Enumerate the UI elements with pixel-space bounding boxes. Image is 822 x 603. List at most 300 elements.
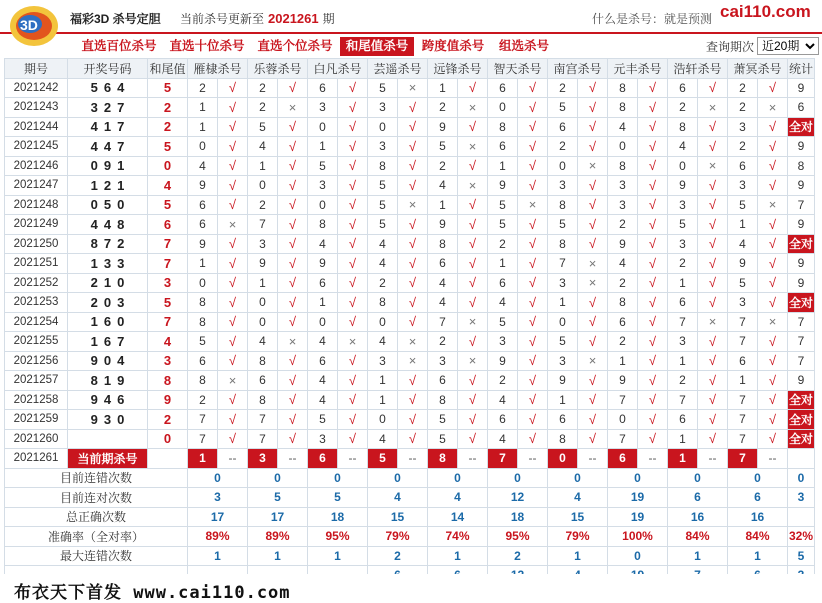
update-suffix: 期 (322, 12, 335, 26)
cross-mark-icon: × (458, 176, 488, 196)
kill-value-cell: 2 (428, 332, 458, 352)
check-mark-icon: √ (578, 429, 608, 449)
stats-value: 0 (608, 546, 668, 566)
check-mark-icon: √ (698, 429, 728, 449)
kill-value-cell: 7 (248, 215, 278, 235)
nav-item-tens[interactable]: 直选十位杀号 (169, 39, 245, 53)
sum-tail-cell: 2 (148, 410, 188, 430)
table-row (5, 195, 815, 215)
nav-item-span[interactable]: 跨度值杀号 (421, 39, 485, 53)
check-mark-icon: √ (758, 137, 788, 157)
kill-value-cell: 5 (488, 195, 518, 215)
kill-value-cell: 3 (548, 176, 578, 196)
stats-value: 4 (368, 488, 428, 508)
tally-cell: 全对 (788, 234, 815, 254)
footer-text: 布衣天下首发 www.cai110.com (14, 583, 291, 603)
kill-value-cell: 2 (428, 98, 458, 118)
check-mark-icon: √ (218, 390, 248, 410)
check-mark-icon: √ (518, 215, 548, 235)
kill-value-cell: 0 (248, 293, 278, 313)
kill-value-cell: 6 (428, 371, 458, 391)
cross-mark-icon: × (758, 312, 788, 332)
sum-tail-cell: 5 (148, 195, 188, 215)
period-cell: 2021249 (5, 215, 68, 235)
check-mark-icon: √ (758, 176, 788, 196)
stats-value: 1 (548, 546, 608, 566)
kill-value-cell: 9 (428, 215, 458, 235)
sum-tail-cell: 3 (148, 273, 188, 293)
sum-tail-cell: 3 (148, 351, 188, 371)
kill-value-cell: 5 (368, 78, 398, 98)
kill-value-cell: 9 (608, 234, 638, 254)
check-mark-icon: √ (338, 371, 368, 391)
check-mark-icon: √ (578, 293, 608, 313)
kill-value-cell: 8 (428, 234, 458, 254)
table-row (5, 390, 815, 410)
check-mark-icon: √ (458, 273, 488, 293)
column-header: 乐蓉杀号 (248, 59, 308, 79)
kill-value-cell: 7 (668, 390, 698, 410)
kill-value-cell: 3 (668, 195, 698, 215)
kill-value-cell: 4 (308, 390, 338, 410)
period-cell: 2021247 (5, 176, 68, 196)
stats-total (788, 507, 815, 527)
tally-cell: 9 (788, 78, 815, 98)
check-mark-icon: √ (578, 98, 608, 118)
tally-cell: 7 (788, 351, 815, 371)
current-kill-value: 6 (308, 449, 338, 469)
check-mark-icon: √ (638, 312, 668, 332)
check-mark-icon: √ (758, 234, 788, 254)
nav-item-sum-tail[interactable]: 和尾值杀号 (340, 37, 414, 56)
stats-total: 32% (788, 527, 815, 547)
table-row (5, 332, 815, 352)
current-period-row (5, 449, 815, 469)
stats-label: 准确率（全对率） (5, 527, 188, 547)
stats-value: 1 (248, 546, 308, 566)
check-mark-icon: √ (338, 176, 368, 196)
check-mark-icon: √ (518, 371, 548, 391)
check-mark-icon: √ (518, 117, 548, 137)
kill-value-cell: 1 (728, 371, 758, 391)
stats-value: 17 (248, 507, 308, 527)
check-mark-icon: √ (398, 215, 428, 235)
kill-value-cell: 9 (548, 371, 578, 391)
check-mark-icon: √ (218, 78, 248, 98)
check-mark-icon: √ (698, 176, 728, 196)
cross-mark-icon: × (278, 332, 308, 352)
kill-value-cell: 4 (248, 332, 278, 352)
check-mark-icon: √ (518, 176, 548, 196)
sum-tail-cell: 4 (148, 332, 188, 352)
kill-value-cell: 4 (308, 371, 338, 391)
kill-value-cell: 9 (728, 254, 758, 274)
check-mark-icon: √ (218, 176, 248, 196)
kill-value-cell: 2 (188, 78, 218, 98)
kill-value-cell: 4 (488, 429, 518, 449)
draw-number-cell: 050 (68, 195, 148, 215)
check-mark-icon: √ (698, 371, 728, 391)
site-logo[interactable]: cai110.com (720, 2, 811, 21)
kill-value-cell: 2 (668, 98, 698, 118)
check-mark-icon: √ (278, 410, 308, 430)
check-mark-icon: √ (338, 390, 368, 410)
nav-item-group[interactable]: 组选杀号 (498, 39, 549, 53)
kill-value-cell: 0 (248, 312, 278, 332)
stats-value: 74% (428, 527, 488, 547)
kill-value-cell: 2 (488, 371, 518, 391)
draw-number-cell: 203 (68, 293, 148, 313)
kill-value-cell: 7 (548, 254, 578, 274)
cross-mark-icon: × (398, 332, 428, 352)
check-mark-icon: √ (698, 293, 728, 313)
query-label: 查询期次 (706, 40, 755, 54)
kill-value-cell: 6 (728, 351, 758, 371)
check-mark-icon: √ (638, 371, 668, 391)
check-mark-icon: √ (338, 215, 368, 235)
check-mark-icon: √ (638, 273, 668, 293)
period-cell: 2021243 (5, 98, 68, 118)
check-mark-icon: √ (638, 254, 668, 274)
sum-tail-cell: 2 (148, 98, 188, 118)
kill-value-cell: 5 (548, 98, 578, 118)
period-cell: 2021242 (5, 78, 68, 98)
check-mark-icon: √ (278, 429, 308, 449)
kill-value-cell: 4 (368, 332, 398, 352)
check-mark-icon: √ (458, 293, 488, 313)
check-mark-icon: √ (278, 371, 308, 391)
table-row (5, 254, 815, 274)
kill-value-cell: 6 (188, 215, 218, 235)
sum-tail-cell: 4 (148, 176, 188, 196)
draw-number-cell: 160 (68, 312, 148, 332)
current-kill-value: 7 (728, 449, 758, 469)
kill-value-cell: 1 (368, 390, 398, 410)
check-mark-icon: √ (458, 215, 488, 235)
sum-tail-cell: 7 (148, 254, 188, 274)
check-mark-icon: √ (698, 78, 728, 98)
stats-value: 6 (728, 488, 788, 508)
stats-value: 95% (308, 527, 368, 547)
kill-value-cell: 2 (548, 137, 578, 157)
check-mark-icon: √ (578, 410, 608, 430)
kill-value-cell: 4 (428, 293, 458, 313)
cross-mark-icon: × (458, 137, 488, 157)
check-mark-icon: √ (458, 254, 488, 274)
check-mark-icon: √ (278, 117, 308, 137)
current-dash-cell: -- (338, 449, 368, 469)
cross-mark-icon: × (398, 78, 428, 98)
column-header: 和尾值 (148, 59, 188, 79)
kill-value-cell: 0 (308, 312, 338, 332)
stats-value: 4 (428, 488, 488, 508)
check-mark-icon: √ (338, 195, 368, 215)
table-row (5, 137, 815, 157)
stats-label: 目前连对次数 (5, 488, 188, 508)
period-cell: 2021254 (5, 312, 68, 332)
draw-number-cell: 417 (68, 117, 148, 137)
check-mark-icon: √ (578, 137, 608, 157)
nav-item-units[interactable]: 直选个位杀号 (257, 39, 333, 53)
check-mark-icon: √ (758, 117, 788, 137)
check-mark-icon: √ (398, 293, 428, 313)
top-header (0, 0, 822, 34)
stats-row (5, 468, 815, 488)
kill-number-table (4, 58, 815, 586)
kill-value-cell: 2 (668, 254, 698, 274)
draw-number-cell (68, 429, 148, 449)
check-mark-icon: √ (518, 273, 548, 293)
kill-value-cell: 6 (248, 371, 278, 391)
kill-value-cell: 2 (548, 78, 578, 98)
stats-total: 5 (788, 546, 815, 566)
current-dash-cell: -- (758, 449, 788, 469)
stats-value: 0 (248, 468, 308, 488)
check-mark-icon: √ (518, 390, 548, 410)
check-mark-icon: √ (218, 195, 248, 215)
kill-value-cell: 4 (608, 117, 638, 137)
check-mark-icon: √ (398, 176, 428, 196)
kill-value-cell: 3 (488, 332, 518, 352)
kill-value-cell: 8 (488, 117, 518, 137)
period-cell: 2021257 (5, 371, 68, 391)
current-kill-value: 8 (428, 449, 458, 469)
tally-cell: 9 (788, 254, 815, 274)
check-mark-icon: √ (578, 195, 608, 215)
kill-value-cell: 6 (428, 254, 458, 274)
stats-value: 1 (428, 546, 488, 566)
cross-mark-icon: × (218, 371, 248, 391)
kill-value-cell: 2 (668, 371, 698, 391)
draw-number-cell: 872 (68, 234, 148, 254)
check-mark-icon: √ (698, 137, 728, 157)
cross-mark-icon: × (338, 332, 368, 352)
kill-value-cell: 3 (728, 117, 758, 137)
check-mark-icon: √ (218, 312, 248, 332)
kill-value-cell: 7 (728, 332, 758, 352)
kill-value-cell: 0 (548, 312, 578, 332)
column-header: 白凡杀号 (308, 59, 368, 79)
kill-value-cell: 6 (488, 273, 518, 293)
kill-value-cell: 0 (668, 156, 698, 176)
check-mark-icon: √ (578, 371, 608, 391)
check-mark-icon: √ (518, 254, 548, 274)
check-mark-icon: √ (698, 195, 728, 215)
svg-text:3D: 3D (20, 17, 38, 33)
kill-value-cell: 3 (668, 332, 698, 352)
kill-value-cell: 8 (428, 390, 458, 410)
stats-value: 84% (728, 527, 788, 547)
tally-cell: 6 (788, 98, 815, 118)
period-select[interactable] (757, 37, 819, 55)
column-header: 萧冥杀号 (728, 59, 788, 79)
stats-row (5, 488, 815, 508)
tally-cell: 8 (788, 156, 815, 176)
kill-value-cell: 8 (608, 98, 638, 118)
check-mark-icon: √ (638, 234, 668, 254)
kill-value-cell: 8 (248, 351, 278, 371)
kill-value-cell: 8 (608, 156, 638, 176)
check-mark-icon: √ (698, 390, 728, 410)
period-cell: 2021256 (5, 351, 68, 371)
table-row (5, 293, 815, 313)
kill-value-cell: 7 (608, 429, 638, 449)
stats-value: 17 (188, 507, 248, 527)
check-mark-icon: √ (518, 293, 548, 313)
check-mark-icon: √ (398, 254, 428, 274)
kill-value-cell: 5 (548, 332, 578, 352)
nav-item-hundreds[interactable]: 直选百位杀号 (81, 39, 157, 53)
draw-number-cell: 819 (68, 371, 148, 391)
empty-cell (148, 449, 188, 469)
period-cell: 2021246 (5, 156, 68, 176)
check-mark-icon: √ (638, 429, 668, 449)
cross-mark-icon: × (758, 98, 788, 118)
tally-cell: 9 (788, 371, 815, 391)
check-mark-icon: √ (278, 195, 308, 215)
kill-value-cell: 0 (248, 176, 278, 196)
update-info (180, 10, 335, 27)
draw-number-cell: 564 (68, 78, 148, 98)
kill-value-cell: 5 (428, 137, 458, 157)
check-mark-icon: √ (278, 293, 308, 313)
kill-value-cell: 2 (728, 137, 758, 157)
kill-value-cell: 8 (608, 78, 638, 98)
stats-value: 1 (188, 546, 248, 566)
check-mark-icon: √ (638, 390, 668, 410)
kill-value-cell: 3 (608, 176, 638, 196)
kill-value-cell: 8 (548, 195, 578, 215)
kill-value-cell: 6 (548, 410, 578, 430)
column-header: 远锋杀号 (428, 59, 488, 79)
current-kill-value: 1 (188, 449, 218, 469)
kill-value-cell: 2 (608, 332, 638, 352)
kill-value-cell: 4 (308, 234, 338, 254)
check-mark-icon: √ (578, 117, 608, 137)
kill-value-cell: 4 (368, 254, 398, 274)
check-mark-icon: √ (758, 156, 788, 176)
stats-value: 15 (548, 507, 608, 527)
cross-mark-icon: × (578, 351, 608, 371)
check-mark-icon: √ (458, 429, 488, 449)
kill-value-cell: 8 (248, 390, 278, 410)
check-mark-icon: √ (758, 351, 788, 371)
check-mark-icon: √ (578, 78, 608, 98)
period-cell: 2021251 (5, 254, 68, 274)
current-period-cell: 2021261 (5, 449, 68, 469)
check-mark-icon: √ (518, 312, 548, 332)
stats-value: 89% (188, 527, 248, 547)
kill-value-cell: 5 (728, 195, 758, 215)
sum-tail-cell: 5 (148, 137, 188, 157)
stats-label: 目前连错次数 (5, 468, 188, 488)
stats-label: 总正确次数 (5, 507, 188, 527)
period-cell: 2021248 (5, 195, 68, 215)
cross-mark-icon: × (698, 312, 728, 332)
kill-value-cell: 4 (368, 234, 398, 254)
check-mark-icon: √ (758, 410, 788, 430)
check-mark-icon: √ (218, 332, 248, 352)
stats-value: 2 (488, 546, 548, 566)
update-period: 2021261 (268, 11, 319, 26)
check-mark-icon: √ (578, 176, 608, 196)
stats-value: 16 (668, 507, 728, 527)
check-mark-icon: √ (338, 273, 368, 293)
column-header: 雁棣杀号 (188, 59, 248, 79)
table-row (5, 429, 815, 449)
kill-value-cell: 7 (728, 390, 758, 410)
kill-value-cell: 1 (308, 137, 338, 157)
kill-value-cell: 7 (248, 429, 278, 449)
stats-total: 3 (788, 488, 815, 508)
column-header: 智天杀号 (488, 59, 548, 79)
kill-value-cell: 9 (488, 176, 518, 196)
kill-value-cell: 8 (188, 293, 218, 313)
stats-value: 0 (488, 468, 548, 488)
cross-mark-icon: × (458, 312, 488, 332)
check-mark-icon: √ (278, 234, 308, 254)
column-header: 南宫杀号 (548, 59, 608, 79)
kill-value-cell: 3 (608, 195, 638, 215)
draw-number-cell: 946 (68, 390, 148, 410)
tally-cell: 9 (788, 176, 815, 196)
cross-mark-icon: × (398, 351, 428, 371)
kill-value-cell: 1 (548, 390, 578, 410)
kill-value-cell: 0 (608, 137, 638, 157)
check-mark-icon: √ (458, 371, 488, 391)
cross-mark-icon: × (458, 351, 488, 371)
current-dash-cell: -- (278, 449, 308, 469)
sum-tail-cell: 7 (148, 234, 188, 254)
kill-value-cell: 6 (728, 156, 758, 176)
check-mark-icon: √ (758, 254, 788, 274)
kill-value-cell: 5 (308, 410, 338, 430)
kill-value-cell: 5 (488, 312, 518, 332)
check-mark-icon: √ (698, 215, 728, 235)
draw-number-cell: 904 (68, 351, 148, 371)
kill-value-cell: 7 (248, 410, 278, 430)
kill-value-cell: 5 (308, 156, 338, 176)
kill-value-cell: 1 (188, 254, 218, 274)
kill-value-cell: 1 (368, 371, 398, 391)
check-mark-icon: √ (338, 78, 368, 98)
kill-value-cell: 5 (668, 215, 698, 235)
period-cell: 2021255 (5, 332, 68, 352)
kill-value-cell: 1 (608, 351, 638, 371)
column-header: 芸遥杀号 (368, 59, 428, 79)
kill-value-cell: 3 (308, 176, 338, 196)
check-mark-icon: √ (518, 234, 548, 254)
cross-mark-icon: × (578, 254, 608, 274)
check-mark-icon: √ (518, 156, 548, 176)
kill-value-cell: 4 (188, 156, 218, 176)
empty-cell (788, 449, 815, 469)
kill-value-cell: 5 (368, 176, 398, 196)
table-row (5, 273, 815, 293)
check-mark-icon: √ (518, 98, 548, 118)
kill-value-cell: 0 (308, 195, 338, 215)
check-mark-icon: √ (218, 410, 248, 430)
kill-value-cell: 6 (308, 78, 338, 98)
kill-value-cell: 6 (608, 312, 638, 332)
check-mark-icon: √ (578, 332, 608, 352)
stats-value: 5 (248, 488, 308, 508)
check-mark-icon: √ (278, 156, 308, 176)
kill-value-cell: 3 (428, 351, 458, 371)
stats-value: 0 (308, 468, 368, 488)
check-mark-icon: √ (338, 234, 368, 254)
sum-tail-cell: 0 (148, 156, 188, 176)
